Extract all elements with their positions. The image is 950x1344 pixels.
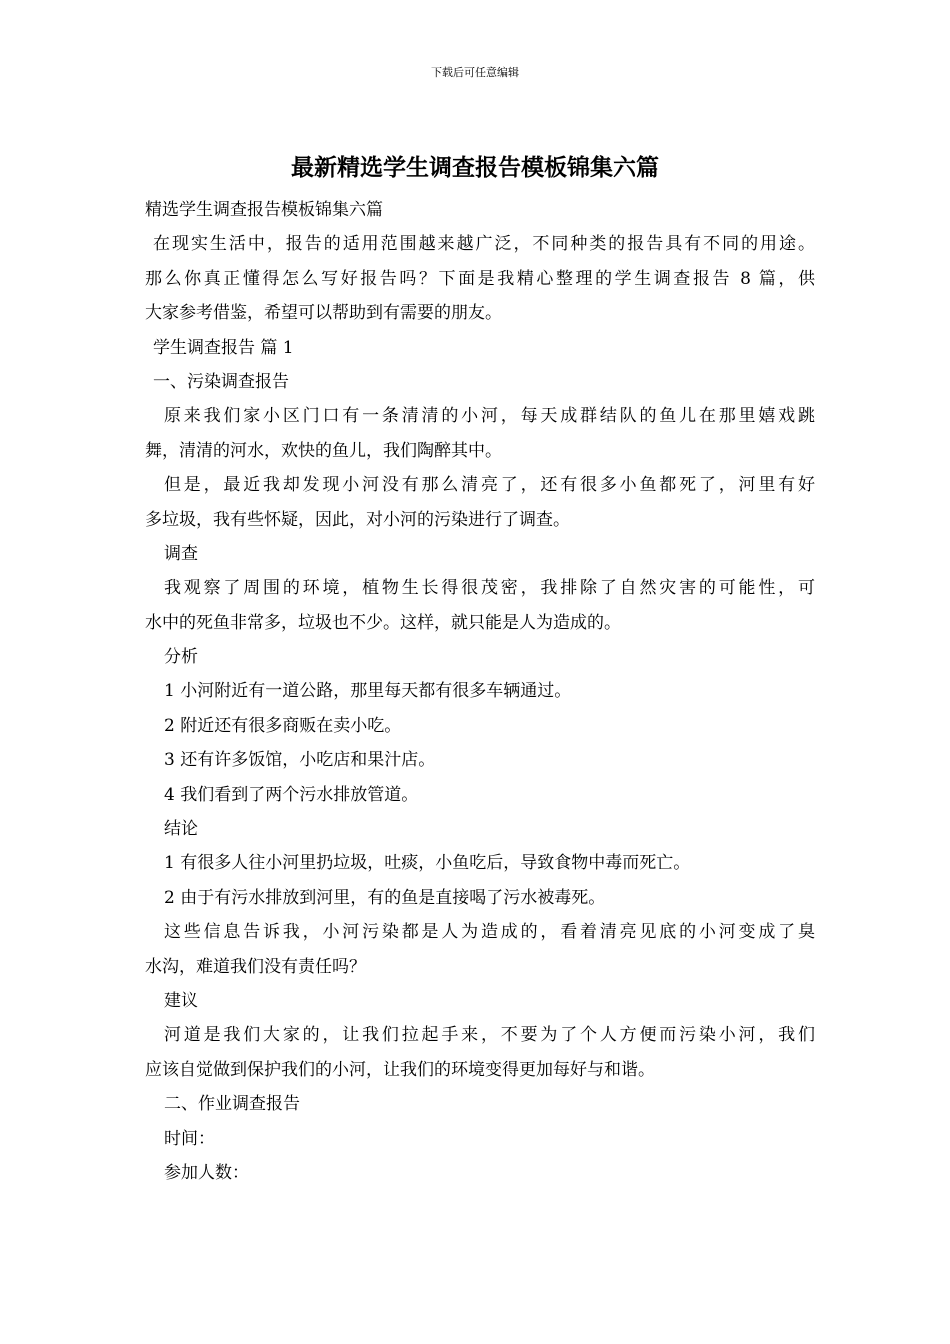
paragraph-line: 我观察了周围的环境，植物生长得很茂密，我排除了自然灾害的可能性，可 xyxy=(164,578,815,599)
document-title: 最新精选学生调查报告模板锦集六篇 xyxy=(291,155,659,181)
paragraph-line: 应该自觉做到保护我们的小河，让我们的环境变得更加每好与和谐。 xyxy=(145,1059,655,1080)
section-heading: 一、污染调查报告 xyxy=(153,371,289,392)
paragraph-line: 大家参考借鉴，希望可以帮助到有需要的朋友。 xyxy=(145,303,502,324)
section-heading: 学生调查报告 篇 1 xyxy=(153,337,294,358)
paragraph-line: 多垃圾，我有些怀疑，因此，对小河的污染进行了调查。 xyxy=(145,509,570,530)
paragraph-line: 那么你真正懂得怎么写好报告吗？下面是我精心整理的学生调查报告 8 篇，供 xyxy=(145,268,815,289)
section-heading: 调查 xyxy=(164,543,198,564)
subtitle-line: 精选学生调查报告模板锦集六篇 xyxy=(145,200,383,220)
field-label: 时间： xyxy=(164,1128,215,1149)
list-item: 4 我们看到了两个污水排放管道。 xyxy=(164,784,419,805)
page-header-note: 下载后可任意编辑 xyxy=(431,66,519,79)
paragraph-line: 但是，最近我却发现小河没有那么清亮了，还有很多小鱼都死了，河里有好 xyxy=(164,475,815,496)
paragraph-line: 在现实生活中，报告的适用范围越来越广泛，不同种类的报告具有不同的用途。 xyxy=(153,234,815,255)
paragraph-line: 舞，清清的河水，欢快的鱼儿，我们陶醉其中。 xyxy=(145,440,502,461)
list-item: 2 附近还有很多商贩在卖小吃。 xyxy=(164,715,402,736)
paragraph-line: 原来我们家小区门口有一条清清的小河，每天成群结队的鱼儿在那里嬉戏跳 xyxy=(164,406,815,427)
list-item: 1 小河附近有一道公路，那里每天都有很多车辆通过。 xyxy=(164,681,572,702)
list-item: 1 有很多人往小河里扔垃圾，吐痰，小鱼吃后，导致食物中毒而死亡。 xyxy=(164,853,691,874)
list-item: 3 还有许多饭馆，小吃店和果汁店。 xyxy=(164,750,436,771)
section-heading: 分析 xyxy=(164,647,198,668)
document-body xyxy=(145,193,815,1190)
section-heading: 建议 xyxy=(164,990,198,1011)
section-heading: 结论 xyxy=(164,819,198,840)
field-label: 参加人数： xyxy=(164,1162,249,1183)
section-heading: 二、作业调查报告 xyxy=(164,1094,300,1115)
paragraph-line: 水沟，难道我们没有责任吗？ xyxy=(145,956,366,977)
paragraph-line: 河道是我们大家的，让我们拉起手来，不要为了个人方便而污染小河，我们 xyxy=(164,1025,815,1046)
paragraph-line: 这些信息告诉我，小河污染都是人为造成的，看着清亮见底的小河变成了臭 xyxy=(164,922,815,943)
list-item: 2 由于有污水排放到河里，有的鱼是直接喝了污水被毒死。 xyxy=(164,887,606,908)
paragraph-line: 水中的死鱼非常多，垃圾也不少。这样，就只能是人为造成的。 xyxy=(145,612,621,633)
